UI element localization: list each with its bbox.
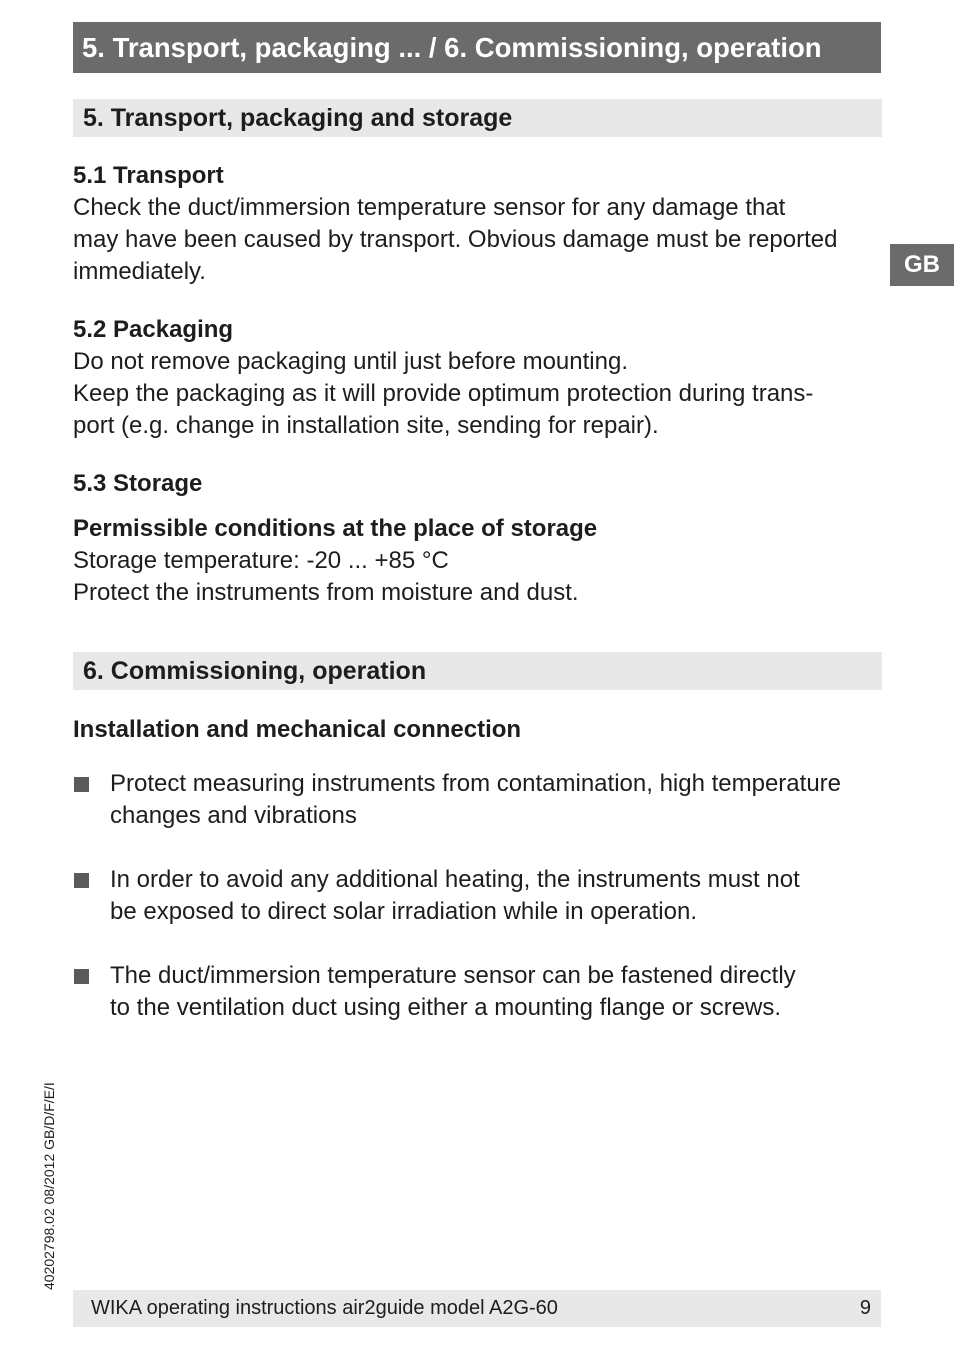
bullet-line: changes and vibrations [110,802,357,829]
packaging-line: Keep the packaging as it will provide optimum protection during trans- [73,380,814,407]
transport-section [73,160,885,288]
list-item [73,960,885,1024]
language-tab: GB [890,244,954,286]
storage-conditions [73,513,885,609]
bullet-line: In order to avoid any additional heating, the instruments must not [110,866,800,893]
bullet-line: The duct/immersion temperature sensor can be fastened directly [110,962,796,989]
document-code: 40202798.02 08/2012 GB/D/F/E/I [41,1082,57,1290]
transport-line: may have been caused by transport. Obvious damage must be reported [73,226,838,253]
bullet-line: to the ventilation duct using either a mounting flange or screws. [110,994,782,1021]
transport-line: immediately. [73,258,206,285]
packaging-line: Do not remove packaging until just before mounting. [73,348,628,375]
list-item [73,768,885,832]
installation-heading: Installation and mechanical connection [73,716,522,743]
installation-heading-block [73,714,885,746]
bullet-square-icon [74,777,89,792]
storage-section [73,468,885,500]
installation-bullet-list [73,768,885,1056]
storage-line: Storage temperature: -20 ... +85 °C [73,547,449,574]
section-5-title: 5. Transport, packaging and storage [73,99,882,137]
footer-text: WIKA operating instructions air2guide model A2G-60 [91,1297,558,1319]
bullet-line: be exposed to direct solar irradiation while in operation. [110,898,698,925]
packaging-line: port (e.g. change in installation site, sending for repair). [73,412,659,439]
packaging-heading: 5.2 Packaging [73,316,234,343]
bullet-square-icon [74,873,89,888]
transport-line: Check the duct/immersion temperature sensor for any damage that [73,194,786,221]
page-header-title: 5. Transport, packaging ... / 6. Commissioning, operation [73,22,881,73]
section-6-title: 6. Commissioning, operation [73,652,882,690]
storage-subheading: Permissible conditions at the place of storage [73,515,598,542]
storage-heading: 5.3 Storage [73,470,203,497]
packaging-section [73,314,885,442]
bullet-line: Protect measuring instruments from contamination, high temperature [110,770,842,797]
storage-line: Protect the instruments from moisture and dust. [73,579,579,606]
list-item [73,864,885,928]
bullet-square-icon [74,969,89,984]
page-footer [73,1290,881,1327]
transport-heading: 5.1 Transport [73,162,224,189]
page-number: 9 [859,1297,871,1319]
